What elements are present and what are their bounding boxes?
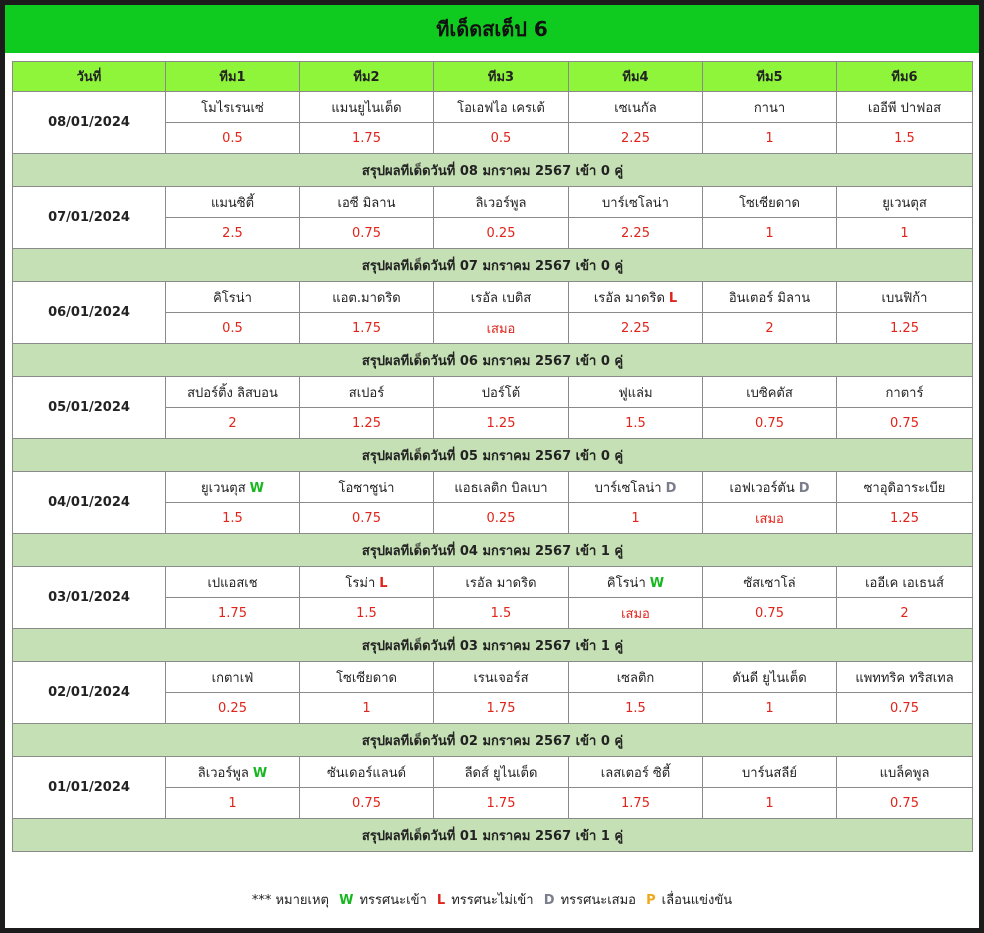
odds-cell: เสมอ <box>434 313 569 344</box>
odds-cell: 0.5 <box>166 123 300 154</box>
team-name: โอเอฟไอ เครเต้ <box>457 100 545 116</box>
team-cell <box>837 282 973 313</box>
team-name: ดันดี ยูไนเต็ด <box>732 670 807 686</box>
summary-row <box>13 439 973 472</box>
team-name: ลิเวอร์พูล <box>197 765 249 781</box>
team-name: โมไรเรนเซ่ <box>201 100 264 116</box>
team-name: เอฟเวอร์ตัน <box>729 480 795 496</box>
team-row <box>13 282 973 313</box>
column-header-team2: ทีม2 <box>300 62 434 92</box>
team-cell <box>434 662 569 693</box>
team-cell <box>166 662 300 693</box>
odds-cell: 0.75 <box>300 218 434 249</box>
team-cell <box>703 377 837 408</box>
column-header-team4: ทีม4 <box>569 62 703 92</box>
team-cell <box>837 92 973 123</box>
team-row <box>13 377 973 408</box>
team-name: เรอัล มาดริด <box>593 290 665 306</box>
date-cell: 02/01/2024 <box>13 662 166 724</box>
team-cell <box>434 377 569 408</box>
odds-cell: เสมอ <box>569 598 703 629</box>
team-name: บาร์เซโลน่า <box>602 195 669 211</box>
team-name: โรม่า <box>345 575 376 591</box>
team-row <box>13 472 973 503</box>
column-header-row <box>13 62 973 92</box>
team-cell <box>300 472 434 503</box>
legend <box>5 889 979 910</box>
legend-postponed-key: P <box>646 893 656 908</box>
odds-cell: 0.25 <box>434 218 569 249</box>
team-cell <box>166 567 300 598</box>
page-header <box>5 5 979 53</box>
team-cell <box>300 377 434 408</box>
team-name: โอซาซูน่า <box>338 480 395 496</box>
odds-cell: 1.25 <box>837 503 973 534</box>
result-mark: D <box>798 480 810 496</box>
legend-draw-key: D <box>543 893 555 908</box>
team-cell <box>569 662 703 693</box>
team-row <box>13 662 973 693</box>
team-cell <box>569 187 703 218</box>
odds-cell: 1.5 <box>837 123 973 154</box>
daily-summary: สรุปผลทีเด็ดวันที่ 08 มกราคม 2567 เข้า 0 คู่ <box>13 154 973 187</box>
odds-cell: 1 <box>837 218 973 249</box>
team-cell <box>166 187 300 218</box>
team-row <box>13 567 973 598</box>
team-name: เปแอสเช <box>207 575 258 591</box>
date-cell: 03/01/2024 <box>13 567 166 629</box>
team-cell <box>569 567 703 598</box>
odds-cell: 1.75 <box>300 313 434 344</box>
team-cell <box>434 187 569 218</box>
team-cell <box>837 377 973 408</box>
team-cell <box>837 567 973 598</box>
summary-row <box>13 629 973 662</box>
team-cell <box>434 282 569 313</box>
team-name: เกตาเฟ่ <box>211 670 254 686</box>
odds-cell: 1.25 <box>434 408 569 439</box>
team-cell <box>166 377 300 408</box>
team-cell <box>434 567 569 598</box>
team-cell <box>703 187 837 218</box>
team-name: คิโรน่า <box>606 575 646 591</box>
daily-summary: สรุปผลทีเด็ดวันที่ 04 มกราคม 2567 เข้า 1 คู่ <box>13 534 973 567</box>
team-name: แอธเลติก บิลเบา <box>454 480 548 496</box>
odds-cell: 0.25 <box>434 503 569 534</box>
odds-cell: 1 <box>703 218 837 249</box>
daily-summary: สรุปผลทีเด็ดวันที่ 02 มกราคม 2567 เข้า 0 คู่ <box>13 724 973 757</box>
step6-results-table <box>12 61 973 852</box>
team-name: ปอร์โต้ <box>481 385 521 401</box>
team-name: แมนยูไนเต็ด <box>331 100 402 116</box>
team-name: ยูเวนตุส <box>882 195 927 211</box>
odds-cell: 2.25 <box>569 218 703 249</box>
team-name: ฟูแล่ม <box>618 385 653 401</box>
team-cell <box>703 92 837 123</box>
daily-summary: สรุปผลทีเด็ดวันที่ 01 มกราคม 2567 เข้า 1 คู่ <box>13 819 973 852</box>
legend-loss-key: L <box>436 893 446 908</box>
date-cell: 01/01/2024 <box>13 757 166 819</box>
team-cell <box>300 662 434 693</box>
odds-cell: 0.75 <box>837 788 973 819</box>
team-cell <box>434 92 569 123</box>
team-name: คิโรน่า <box>213 290 252 306</box>
team-row <box>13 92 973 123</box>
team-cell <box>703 757 837 788</box>
summary-row <box>13 724 973 757</box>
team-cell <box>569 377 703 408</box>
legend-loss-label: ทรรศนะไม่เข้า <box>451 893 534 908</box>
daily-summary: สรุปผลทีเด็ดวันที่ 06 มกราคม 2567 เข้า 0 คู่ <box>13 344 973 377</box>
odds-cell: 1.75 <box>434 788 569 819</box>
team-cell <box>166 92 300 123</box>
odds-cell: 2 <box>166 408 300 439</box>
odds-cell: 2 <box>837 598 973 629</box>
team-name: เออีพี ปาฟอส <box>867 100 942 116</box>
team-name: เอซี มิลาน <box>337 195 396 211</box>
team-cell <box>569 472 703 503</box>
column-header-date: วันที่ <box>13 62 166 92</box>
team-cell <box>300 282 434 313</box>
team-name: สเปอร์ <box>348 385 385 401</box>
team-cell <box>703 282 837 313</box>
summary-row <box>13 344 973 377</box>
odds-cell: 0.25 <box>166 693 300 724</box>
odds-cell: 0.5 <box>166 313 300 344</box>
odds-cell: 1.5 <box>166 503 300 534</box>
team-cell <box>703 567 837 598</box>
team-name: เรอัล เบติส <box>470 290 532 306</box>
odds-cell: 1 <box>703 693 837 724</box>
result-mark: W <box>249 480 264 496</box>
team-cell <box>166 282 300 313</box>
team-name: แพททริค ทริสเทล <box>855 670 954 686</box>
odds-cell: 1.75 <box>569 788 703 819</box>
team-cell <box>569 282 703 313</box>
team-name: เบซิคตัส <box>746 385 793 401</box>
result-mark: L <box>668 290 678 306</box>
team-cell <box>300 187 434 218</box>
date-cell: 04/01/2024 <box>13 472 166 534</box>
column-header-team1: ทีม1 <box>166 62 300 92</box>
odds-cell: 2.25 <box>569 313 703 344</box>
odds-cell: 1 <box>166 788 300 819</box>
team-cell <box>300 92 434 123</box>
team-cell <box>166 757 300 788</box>
team-cell <box>569 757 703 788</box>
odds-cell: 1.5 <box>434 598 569 629</box>
result-mark: W <box>252 765 268 781</box>
odds-cell: 1.5 <box>569 408 703 439</box>
summary-row <box>13 534 973 567</box>
odds-cell: 1.75 <box>166 598 300 629</box>
column-header-team5: ทีม5 <box>703 62 837 92</box>
odds-cell: 1 <box>703 788 837 819</box>
column-header-team3: ทีม3 <box>434 62 569 92</box>
odds-cell: 1.25 <box>300 408 434 439</box>
odds-cell: 1 <box>569 503 703 534</box>
odds-cell: 0.75 <box>300 503 434 534</box>
team-cell <box>166 472 300 503</box>
odds-cell: 2 <box>703 313 837 344</box>
date-cell: 07/01/2024 <box>13 187 166 249</box>
team-name: อินเตอร์ มิลาน <box>728 290 811 306</box>
team-cell <box>837 472 973 503</box>
odds-cell: 2.25 <box>569 123 703 154</box>
odds-cell: 0.75 <box>300 788 434 819</box>
odds-cell: เสมอ <box>703 503 837 534</box>
page-frame <box>5 5 979 928</box>
team-name: เบนฟิก้า <box>881 290 928 306</box>
team-cell <box>569 92 703 123</box>
column-header-team6: ทีม6 <box>837 62 973 92</box>
legend-prefix: *** หมายเหตุ <box>251 893 329 908</box>
summary-row <box>13 154 973 187</box>
odds-cell: 0.75 <box>837 693 973 724</box>
odds-cell: 1.75 <box>434 693 569 724</box>
odds-cell: 2.5 <box>166 218 300 249</box>
team-cell <box>434 757 569 788</box>
team-name: สปอร์ติ้ง ลิสบอน <box>187 385 278 401</box>
legend-win-key: W <box>339 893 354 908</box>
odds-cell: 0.5 <box>434 123 569 154</box>
odds-cell: 1.75 <box>300 123 434 154</box>
team-name: ซัสเซาโล่ <box>743 575 796 591</box>
team-cell <box>837 187 973 218</box>
team-name: เซลติก <box>616 670 655 686</box>
odds-cell: 1.5 <box>569 693 703 724</box>
team-name: แอต.มาดริด <box>332 290 401 306</box>
date-cell: 06/01/2024 <box>13 282 166 344</box>
result-mark: W <box>649 575 665 591</box>
odds-cell: 1 <box>703 123 837 154</box>
result-mark: D <box>665 480 677 496</box>
result-mark: L <box>379 575 388 591</box>
daily-summary: สรุปผลทีเด็ดวันที่ 03 มกราคม 2567 เข้า 1 คู่ <box>13 629 973 662</box>
team-name: เรนเจอร์ส <box>473 670 529 686</box>
team-cell <box>837 662 973 693</box>
team-cell <box>703 662 837 693</box>
team-name: ลิเวอร์พูล <box>475 195 527 211</box>
team-name: โซเซียดาด <box>739 195 800 211</box>
team-name: กาตาร์ <box>885 385 924 401</box>
odds-cell: 0.75 <box>703 598 837 629</box>
legend-draw-label: ทรรศนะเสมอ <box>560 893 636 908</box>
odds-cell: 1.5 <box>300 598 434 629</box>
team-name: เลสเตอร์ ซิตี้ <box>600 765 671 781</box>
team-cell <box>434 472 569 503</box>
odds-cell: 0.75 <box>837 408 973 439</box>
odds-cell: 0.75 <box>703 408 837 439</box>
legend-postponed-label: เลื่อนแข่งขัน <box>661 893 733 908</box>
team-row <box>13 187 973 218</box>
team-name: แมนซิตี้ <box>210 195 255 211</box>
date-cell: 05/01/2024 <box>13 377 166 439</box>
team-cell <box>300 567 434 598</box>
summary-row <box>13 819 973 852</box>
summary-row <box>13 249 973 282</box>
team-name: ยูเวนตุส <box>201 480 246 496</box>
team-cell <box>300 757 434 788</box>
page-title: ทีเด็ดสเต็ป 6 <box>436 17 548 41</box>
team-name: ซาอุดิอาระเบีย <box>863 480 946 496</box>
odds-cell: 1 <box>300 693 434 724</box>
odds-cell: 1.25 <box>837 313 973 344</box>
team-cell <box>837 757 973 788</box>
team-name: กานา <box>753 100 786 116</box>
team-name: เซเนกัล <box>614 100 657 116</box>
team-name: บาร์เซโลน่า <box>594 480 662 496</box>
team-name: โซเซียดาด <box>336 670 397 686</box>
table-body <box>13 92 973 852</box>
team-name: ลีดส์ ยูไนเต็ด <box>464 765 538 781</box>
team-cell <box>703 472 837 503</box>
team-name: เออีเค เอเธนส์ <box>865 575 944 591</box>
team-name: บาร์นสลีย์ <box>742 765 797 781</box>
team-row <box>13 757 973 788</box>
date-cell: 08/01/2024 <box>13 92 166 154</box>
daily-summary: สรุปผลทีเด็ดวันที่ 07 มกราคม 2567 เข้า 0 คู่ <box>13 249 973 282</box>
team-name: ซันเดอร์แลนด์ <box>326 765 407 781</box>
team-name: เรอัล มาดริด <box>465 575 537 591</box>
team-name: แบล็คพูล <box>879 765 930 781</box>
daily-summary: สรุปผลทีเด็ดวันที่ 05 มกราคม 2567 เข้า 0 คู่ <box>13 439 973 472</box>
legend-win-label: ทรรศนะเข้า <box>359 893 427 908</box>
